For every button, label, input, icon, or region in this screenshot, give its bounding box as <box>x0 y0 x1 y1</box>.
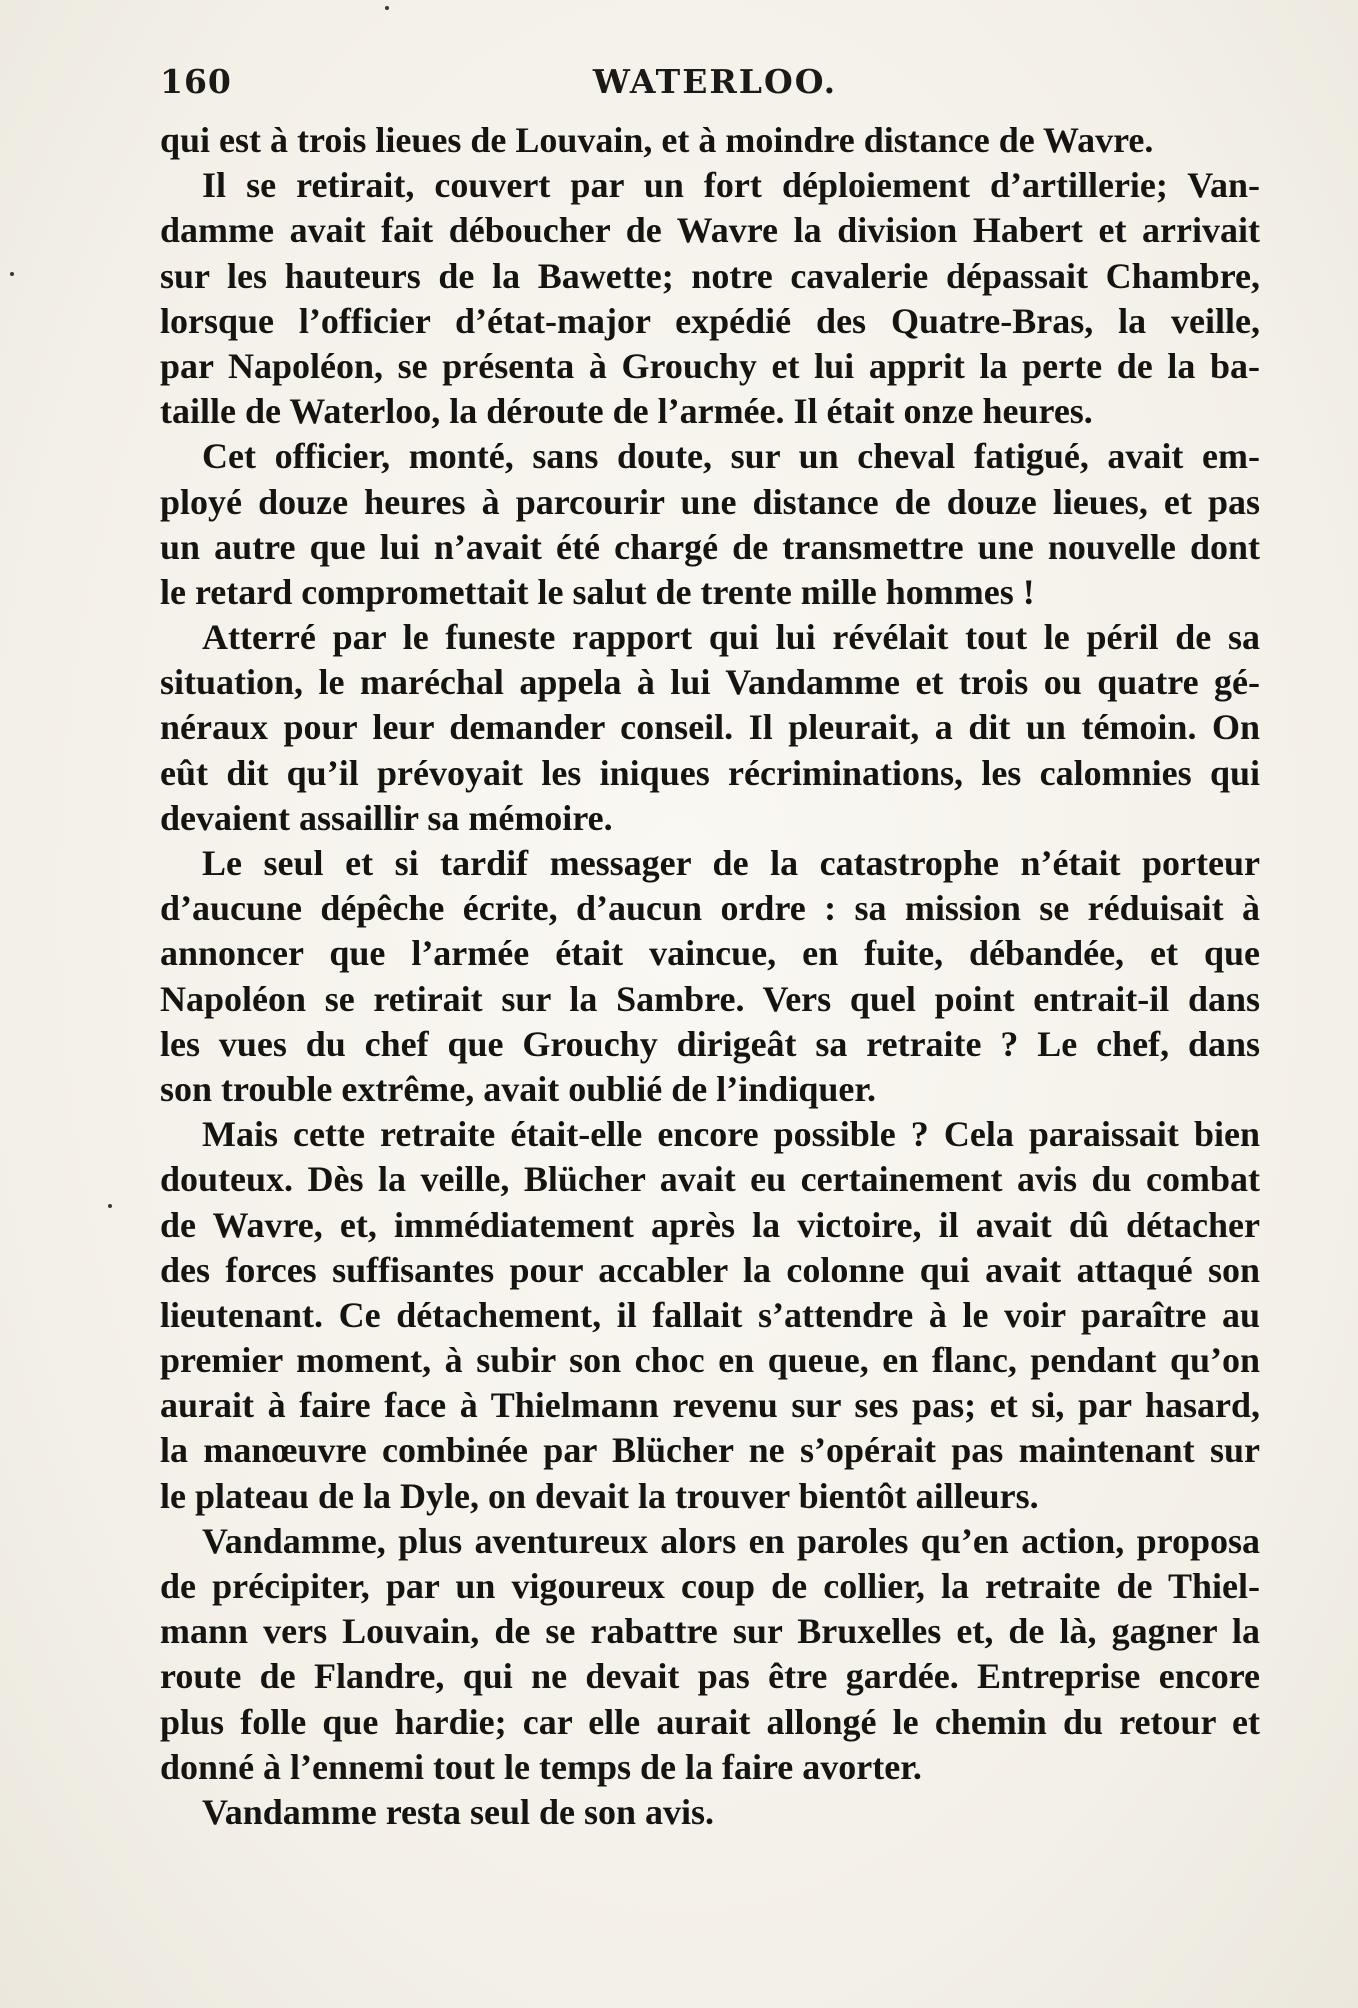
text-line: Il se retirait, couvert par un fort déploiement d’artillerie; Van- <box>202 165 1260 206</box>
body-text <box>160 118 1260 1835</box>
text-line: devaient assaillir sa mémoire. <box>160 797 613 838</box>
text-line: taille de Waterloo, la déroute de l’armée. Il était onze heures. <box>160 391 1093 432</box>
speck-mark <box>108 1204 112 1208</box>
text-line: donné à l’ennemi tout le temps de la faire avorter. <box>160 1746 922 1787</box>
text-line: des forces suffisantes pour accabler la colonne qui avait attaqué son <box>160 1249 1260 1290</box>
text-line: lieutenant. Ce détachement, il fallait s’attendre à le voir paraître au <box>160 1294 1260 1335</box>
text-line: aurait à faire face à Thielmann revenu sur ses pas; et si, par hasard, <box>160 1385 1260 1426</box>
text-line: le plateau de la Dyle, on devait la trouver bientôt ailleurs. <box>160 1475 1039 1516</box>
text-line: Vandamme resta seul de son avis. <box>202 1791 715 1832</box>
text-line: premier moment, à subir son choc en queue, en flanc, pendant qu’on <box>160 1340 1260 1381</box>
text-line: ployé douze heures à parcourir une distance de douze lieues, et pas <box>160 481 1260 522</box>
text-line: mann vers Louvain, de se rabattre sur Bruxelles et, de là, gagner la <box>160 1611 1260 1652</box>
text-line: annoncer que l’armée était vaincue, en fuite, débandée, et que <box>160 933 1260 974</box>
text-line: par Napoléon, se présenta à Grouchy et lui apprit la perte de la ba- <box>160 345 1260 386</box>
text-line: lorsque l’officier d’état-major expédié des Quatre-Bras, la veille, <box>160 300 1260 341</box>
text-line: plus folle que hardie; car elle aurait allongé le chemin du retour et <box>160 1701 1260 1742</box>
paragraph <box>160 1519 1260 1790</box>
text-line: douteux. Dès la veille, Blücher avait eu certainement avis du combat <box>160 1159 1260 1200</box>
running-head <box>160 62 1270 112</box>
text-line: Mais cette retraite était-elle encore possible ? Cela paraissait bien <box>202 1114 1260 1155</box>
text-line: Atterré par le funeste rapport qui lui révélait tout le péril de sa <box>202 617 1260 658</box>
text-line: sur les hauteurs de la Bawette; notre cavalerie dépassait Chambre, <box>160 255 1260 296</box>
text-line: la manœuvre combinée par Blücher ne s’opérait pas maintenant sur <box>160 1430 1260 1471</box>
paragraph <box>160 434 1260 615</box>
paragraph <box>160 615 1260 841</box>
paragraph <box>160 163 1260 434</box>
text-line: d’aucune dépêche écrite, d’aucun ordre : sa mission se réduisait à <box>160 888 1260 929</box>
text-line: Cet officier, monté, sans doute, sur un cheval fatigué, avait em- <box>202 436 1260 477</box>
speck-mark <box>10 272 14 276</box>
paragraph <box>160 841 1260 1112</box>
running-title: WATERLOO. <box>592 62 838 101</box>
text-line: situation, le maréchal appela à lui Vandamme et trois ou quatre gé- <box>160 662 1260 703</box>
text-line: le retard compromettait le salut de trente mille hommes ! <box>160 571 1035 612</box>
text-line: les vues du chef que Grouchy dirigeât sa retraite ? Le chef, dans <box>160 1023 1260 1064</box>
text-line: un autre que lui n’avait été chargé de transmettre une nouvelle dont <box>160 526 1260 567</box>
text-line: Le seul et si tardif messager de la catastrophe n’était porteur <box>202 843 1260 883</box>
text-line: de précipiter, par un vigoureux coup de collier, la retraite de Thiel- <box>160 1566 1260 1606</box>
text-line: Napoléon se retirait sur la Sambre. Vers quel point entrait-il dans <box>160 978 1260 1019</box>
speck-mark <box>385 6 389 10</box>
paragraph <box>160 118 1260 163</box>
page-number: 160 <box>160 62 232 101</box>
text-line: son trouble extrême, avait oublié de l’indiquer. <box>160 1068 877 1109</box>
text-line: néraux pour leur demander conseil. Il pleurait, a dit un témoin. On <box>160 707 1260 748</box>
text-line: de Wavre, et, immédiatement après la victoire, il avait dû détacher <box>160 1204 1260 1245</box>
paragraph <box>160 1112 1260 1519</box>
text-line: damme avait fait déboucher de Wavre la division Habert et arrivait <box>160 210 1260 251</box>
text-line: Vandamme, plus aventureux alors en paroles qu’en action, proposa <box>202 1520 1260 1561</box>
paragraph <box>160 1790 1260 1835</box>
text-line: eût dit qu’il prévoyait les iniques récriminations, les calomnies qui <box>160 752 1260 793</box>
text-line: route de Flandre, qui ne devait pas être gardée. Entreprise encore <box>160 1656 1260 1697</box>
text-line: qui est à trois lieues de Louvain, et à moindre distance de Wavre. <box>160 120 1154 160</box>
